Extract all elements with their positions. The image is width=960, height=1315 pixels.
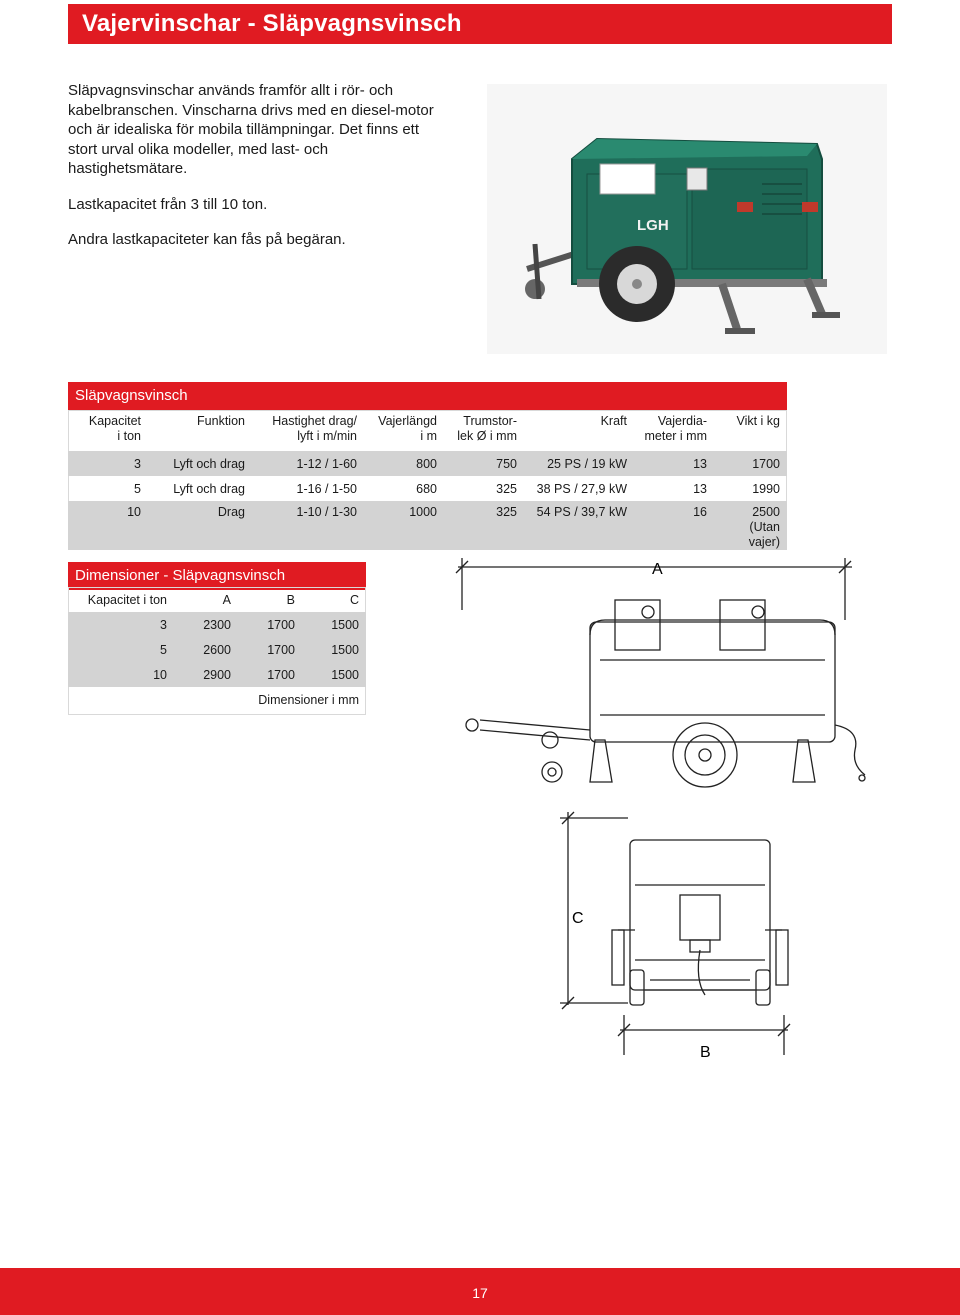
table-cell: 1000 [364, 501, 444, 550]
table-cell: Lyft och drag [173, 481, 245, 496]
table-cell: 1-16 / 1-50 [296, 481, 357, 496]
trailer-winch-illustration [487, 84, 887, 354]
table-cell: 1990 [752, 481, 780, 496]
table-cell: 10 [68, 662, 174, 687]
dim-note: Dimensioner i mm [258, 692, 359, 707]
table-cell: 13 [693, 481, 707, 496]
table-cell: 38 PS / 27,9 kW [536, 481, 627, 496]
header-cell: Vajerdia- meter i mm [644, 414, 707, 443]
table-cell: 1-10 / 1-30 [252, 501, 364, 550]
dim-table-title: Dimensioner - Släpvagnsvinsch [68, 562, 366, 590]
header-cell: Hastighet drag/ lyft i m/min [272, 414, 357, 443]
table-cell: 5 [68, 637, 174, 662]
table-cell: 2500 (Utan vajer) [714, 501, 787, 550]
table-cell: 3 [68, 612, 174, 637]
table-cell: 1500 [302, 637, 366, 662]
header-cell: Vikt i kg [736, 414, 780, 428]
header-cell: Funktion [197, 414, 245, 428]
table-cell: 3 [68, 451, 148, 476]
intro-text [68, 81, 438, 266]
header-cell: B [286, 592, 295, 607]
intro-paragraph: Släpvagnsvinschar används framför allt i rör- och kabelbranschen. Vinscharna drivs med en diesel-motor och är idealiska för mobila tillämpningar. Det finns ett stort urval olika modeller, med last- och hastighetsmätare. [68, 82, 434, 177]
table-cell: 1700 [714, 451, 787, 476]
table-cell: Lyft och drag [148, 451, 252, 476]
table-cell: 325 [444, 501, 524, 550]
technical-drawing [440, 550, 900, 1070]
table-cell: 800 [364, 451, 444, 476]
dim-table-header [68, 587, 366, 612]
label-b: B [700, 1044, 711, 1061]
table-cell: 13 [634, 451, 714, 476]
header-cell: A [222, 592, 231, 607]
table-row [68, 501, 787, 550]
spec-table-title: Släpvagnsvinsch [68, 382, 787, 410]
table-cell: 54 PS / 39,7 kW [524, 501, 634, 550]
table-cell: 325 [496, 481, 517, 496]
table-cell: 1500 [302, 612, 366, 637]
header-bar [68, 4, 892, 44]
header-cell: Kraft [600, 414, 627, 428]
table-row [68, 612, 366, 637]
table-cell: 1700 [238, 612, 302, 637]
intro-paragraph: Lastkapacitet från 3 till 10 ton. [68, 195, 268, 213]
table-row [68, 476, 787, 501]
table-cell: 680 [416, 481, 437, 496]
spec-table-header [68, 410, 787, 451]
page-title: Vajervinschar - Släpvagnsvinsch [82, 10, 462, 37]
spec-table [68, 410, 787, 550]
table-cell: 16 [634, 501, 714, 550]
dim-table [68, 587, 366, 712]
page-number: 17 [472, 1285, 488, 1301]
footer-bar [0, 1268, 960, 1315]
table-row [68, 662, 366, 687]
table-cell [68, 687, 174, 712]
table-cell: 25 PS / 19 kW [524, 451, 634, 476]
table-cell: 2600 [174, 637, 238, 662]
intro-paragraph: Andra lastkapaciteter kan fås på begäran. [68, 231, 346, 248]
header-cell: Kapacitet i ton [87, 592, 167, 607]
table-row [68, 637, 366, 662]
header-cell: C [349, 592, 359, 607]
table-cell: 5 [134, 481, 141, 496]
header-cell: Trumstor- lek Ø i mm [457, 414, 517, 443]
table-cell: Drag [148, 501, 252, 550]
table-cell: 10 [68, 501, 148, 550]
label-a: A [652, 561, 663, 578]
table-cell: 2300 [174, 612, 238, 637]
table-cell: 1700 [238, 662, 302, 687]
table-cell: 1700 [238, 637, 302, 662]
product-photo [487, 84, 887, 354]
label-c: C [572, 910, 584, 927]
header-cell: Kapacitet i ton [88, 414, 141, 443]
table-cell: 1500 [302, 662, 366, 687]
table-cell: 750 [444, 451, 524, 476]
table-cell: 1-12 / 1-60 [252, 451, 364, 476]
plate-text: LGH [637, 217, 669, 234]
dim-note-row [68, 687, 366, 712]
table-cell: 2900 [174, 662, 238, 687]
table-row [68, 451, 787, 476]
header-cell: Vajerlängd i m [378, 414, 437, 443]
